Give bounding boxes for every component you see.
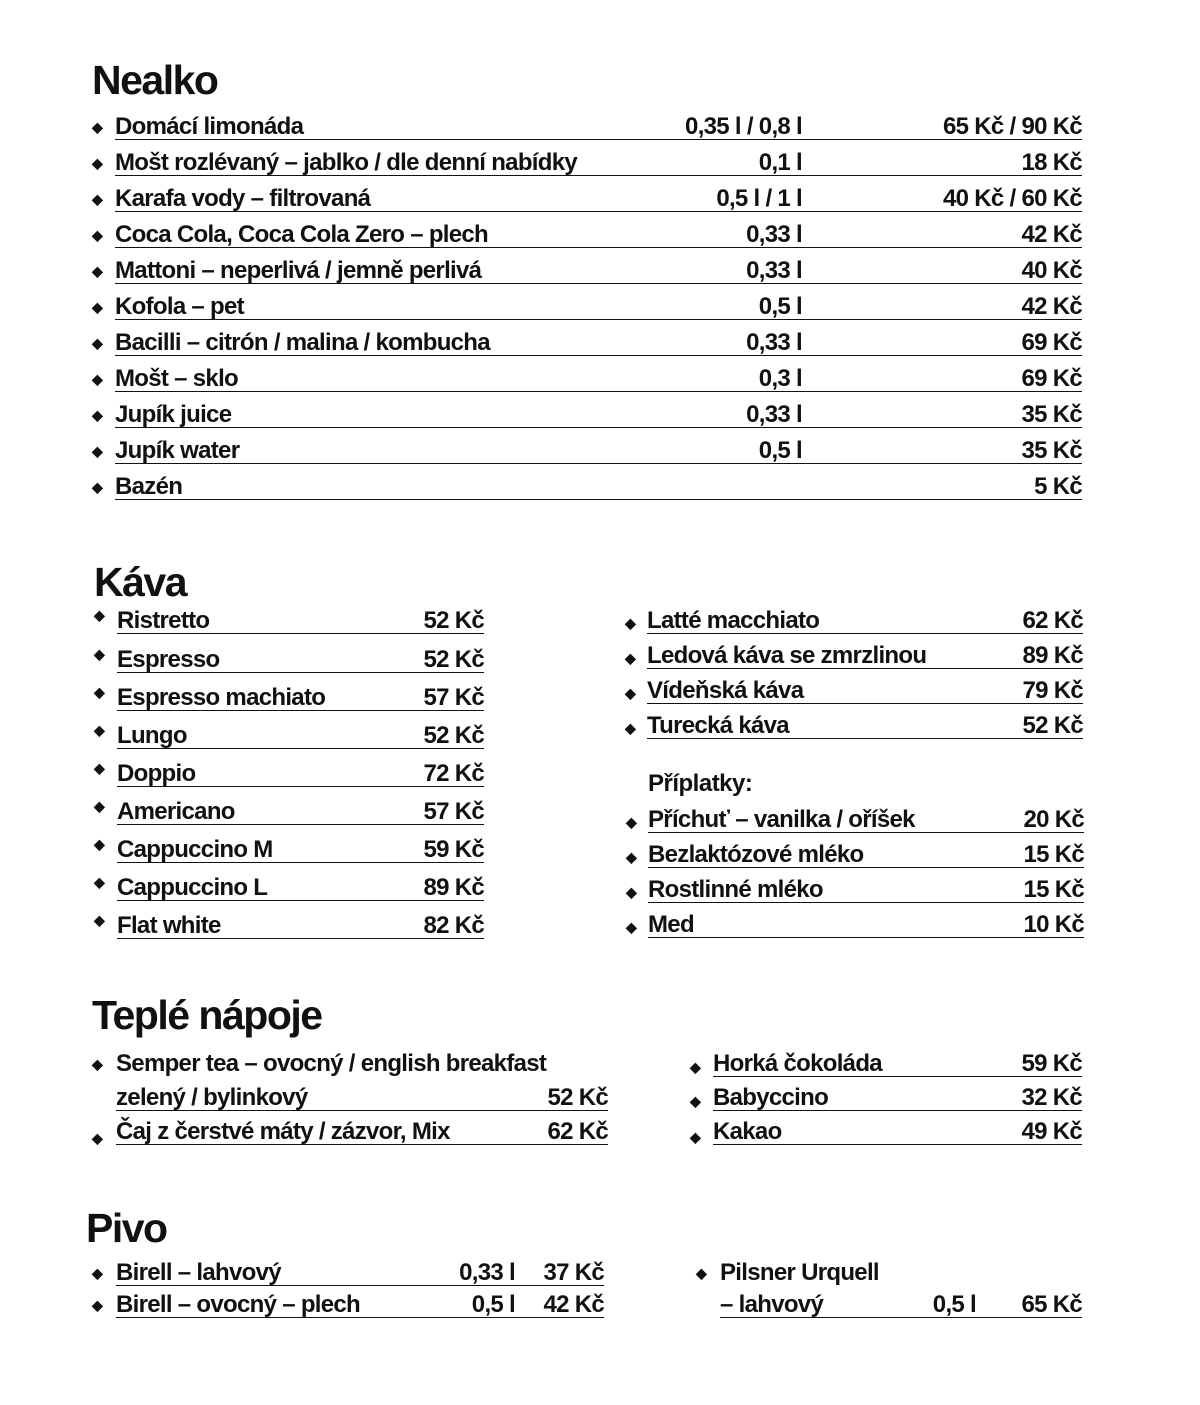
menu-item [625, 641, 1083, 671]
diamond-bullet-icon: ◆ [94, 607, 105, 623]
item-volume: 0,3 l [758, 365, 802, 392]
diamond-bullet-icon: ◆ [92, 1056, 103, 1072]
menu-item-line1 [92, 1049, 612, 1079]
menu-item [92, 1083, 608, 1113]
item-price: 52 Kč [423, 646, 484, 673]
item-volume: 0,33 l [746, 329, 802, 356]
diamond-bullet-icon: ◆ [696, 1265, 707, 1281]
menu-item [94, 835, 484, 865]
item-price: 42 Kč [1021, 221, 1082, 248]
menu-item [690, 1049, 1082, 1079]
item-name: Jupík water [115, 437, 240, 464]
menu-item [626, 805, 1084, 835]
item-name: Bacilli – citrón / malina / kombucha [115, 329, 490, 356]
diamond-bullet-icon: ◆ [94, 722, 105, 738]
item-price: 79 Kč [1022, 677, 1083, 704]
diamond-bullet-icon: ◆ [92, 443, 103, 459]
diamond-bullet-icon: ◆ [92, 1297, 103, 1313]
item-price: 72 Kč [423, 760, 484, 787]
dotted-leader [115, 472, 1082, 500]
item-volume: 0,33 l [459, 1259, 515, 1286]
diamond-bullet-icon: ◆ [94, 646, 105, 662]
menu-item [92, 184, 1082, 214]
diamond-bullet-icon: ◆ [94, 798, 105, 814]
item-price: 42 Kč [1021, 293, 1082, 320]
item-price: 59 Kč [1021, 1050, 1082, 1077]
item-volume: 0,33 l [746, 257, 802, 284]
item-name: Vídeňská káva [647, 677, 804, 704]
item-name: Mošt rozlévaný – jablko / dle denní nabídky [115, 149, 578, 176]
item-price: 65 Kč / 90 Kč [943, 113, 1082, 140]
menu-item [92, 112, 1082, 142]
item-price: 42 Kč [543, 1291, 604, 1318]
menu-item-line1 [696, 1258, 1082, 1288]
menu-item [92, 220, 1082, 250]
item-name: Mošt – sklo [115, 365, 238, 392]
item-price: 49 Kč [1021, 1118, 1082, 1145]
menu-item [92, 328, 1082, 358]
item-price: 10 Kč [1023, 911, 1084, 938]
item-name: Bezlaktózové mléko [648, 841, 864, 868]
item-name: Příchuť – vanilka / oříšek [648, 806, 915, 833]
item-name: Latté macchiato [647, 607, 820, 634]
item-name: Espresso machiato [117, 684, 326, 711]
item-volume: 0,5 l [758, 437, 802, 464]
item-price: 65 Kč [1021, 1291, 1082, 1318]
menu-item [626, 910, 1084, 940]
menu-item [92, 400, 1082, 430]
item-name: Semper tea – ovocný / english breakfast [116, 1050, 547, 1077]
section-title-pivo: Pivo [86, 1205, 167, 1251]
diamond-bullet-icon: ◆ [94, 836, 105, 852]
item-name: Kakao [713, 1118, 782, 1145]
item-price: 62 Kč [547, 1118, 608, 1145]
menu-item [625, 606, 1083, 636]
menu-item [92, 148, 1082, 178]
item-name: Lungo [117, 722, 187, 749]
dotted-leader [115, 292, 1082, 320]
item-price: 82 Kč [423, 912, 484, 939]
section-title-nealko: Nealko [92, 57, 218, 103]
item-name: Rostlinné mléko [648, 876, 823, 903]
item-name: Ledová káva se zmrzlinou [647, 642, 927, 669]
item-name: Cappuccino M [117, 836, 273, 863]
item-volume: 0,35 l / 0,8 l [685, 113, 802, 140]
item-price: 35 Kč [1021, 437, 1082, 464]
item-price: 35 Kč [1021, 401, 1082, 428]
item-price: 62 Kč [1022, 607, 1083, 634]
diamond-bullet-icon: ◆ [92, 371, 103, 387]
item-price: 89 Kč [1022, 642, 1083, 669]
item-name: Jupík juice [115, 401, 232, 428]
item-name: Karafa vody – filtrovaná [115, 185, 371, 212]
item-volume: 0,5 l / 1 l [716, 185, 802, 212]
diamond-bullet-icon: ◆ [92, 191, 103, 207]
dotted-leader [115, 436, 1082, 464]
diamond-bullet-icon: ◆ [92, 407, 103, 423]
diamond-bullet-icon: ◆ [626, 884, 637, 900]
menu-item [94, 797, 484, 827]
menu-item [94, 873, 484, 903]
menu-item [92, 256, 1082, 286]
item-name: Kofola – pet [115, 293, 244, 320]
item-price: 37 Kč [543, 1259, 604, 1286]
section-title-teple: Teplé nápoje [92, 992, 322, 1038]
menu-item [94, 645, 484, 675]
item-volume: 0,1 l [758, 149, 802, 176]
diamond-bullet-icon: ◆ [626, 919, 637, 935]
menu-item [690, 1117, 1082, 1147]
item-price: 32 Kč [1021, 1084, 1082, 1111]
diamond-bullet-icon: ◆ [92, 1130, 103, 1146]
menu-item [94, 721, 484, 751]
diamond-bullet-icon: ◆ [92, 227, 103, 243]
item-name: Pilsner Urquell [720, 1259, 879, 1286]
item-name: Babyccino [713, 1084, 829, 1111]
item-name: Cappuccino L [117, 874, 268, 901]
menu-item [696, 1290, 1082, 1320]
diamond-bullet-icon: ◆ [92, 299, 103, 315]
menu-item [690, 1083, 1082, 1113]
menu-item [94, 759, 484, 789]
dotted-leader [648, 910, 1084, 938]
menu-item [92, 364, 1082, 394]
diamond-bullet-icon: ◆ [625, 720, 636, 736]
diamond-bullet-icon: ◆ [625, 685, 636, 701]
diamond-bullet-icon: ◆ [94, 684, 105, 700]
item-name: Flat white [117, 912, 221, 939]
diamond-bullet-icon: ◆ [625, 650, 636, 666]
diamond-bullet-icon: ◆ [92, 1265, 103, 1281]
menu-item [92, 1117, 608, 1147]
menu-item [92, 292, 1082, 322]
item-volume: 0,5 l [758, 293, 802, 320]
dotted-leader [115, 364, 1082, 392]
item-name: Espresso [117, 646, 220, 673]
menu-item [94, 606, 484, 636]
item-name: Horká čokoláda [713, 1050, 882, 1077]
item-price: 52 Kč [1022, 712, 1083, 739]
diamond-bullet-icon: ◆ [690, 1059, 701, 1075]
item-price: 40 Kč [1021, 257, 1082, 284]
item-name: Domácí limonáda [115, 113, 304, 140]
item-name: Čaj z čerstvé máty / zázvor, Mix [116, 1118, 450, 1145]
item-name: Birell – ovocný – plech [116, 1291, 360, 1318]
item-price: 69 Kč [1021, 329, 1082, 356]
diamond-bullet-icon: ◆ [626, 849, 637, 865]
item-price: 69 Kč [1021, 365, 1082, 392]
item-price: 52 Kč [423, 607, 484, 634]
item-price: 57 Kč [423, 798, 484, 825]
item-price: 5 Kč [1034, 473, 1082, 500]
diamond-bullet-icon: ◆ [92, 119, 103, 135]
diamond-bullet-icon: ◆ [92, 155, 103, 171]
item-volume: 0,33 l [746, 221, 802, 248]
item-name: Birell – lahvový [116, 1259, 281, 1286]
item-price: 52 Kč [423, 722, 484, 749]
item-price: 15 Kč [1023, 876, 1084, 903]
menu-item [92, 1290, 604, 1320]
diamond-bullet-icon: ◆ [92, 335, 103, 351]
menu-item [92, 1258, 604, 1288]
diamond-bullet-icon: ◆ [94, 912, 105, 928]
extras-title: Příplatky: [648, 770, 753, 797]
item-price: 89 Kč [423, 874, 484, 901]
diamond-bullet-icon: ◆ [690, 1093, 701, 1109]
diamond-bullet-icon: ◆ [94, 760, 105, 776]
dotted-leader [115, 400, 1082, 428]
menu-item [92, 472, 1082, 502]
menu-item [94, 683, 484, 713]
diamond-bullet-icon: ◆ [626, 814, 637, 830]
item-name: Med [648, 911, 694, 938]
item-name: Doppio [117, 760, 196, 787]
item-price: 40 Kč / 60 Kč [943, 185, 1082, 212]
item-price: 59 Kč [423, 836, 484, 863]
item-name: – lahvový [720, 1291, 824, 1318]
item-name: Ristretto [117, 607, 210, 634]
item-price: 20 Kč [1023, 806, 1084, 833]
section-title-kava: Káva [94, 559, 187, 605]
item-name: zelený / bylinkový [116, 1084, 308, 1111]
item-volume: 0,33 l [746, 401, 802, 428]
diamond-bullet-icon: ◆ [94, 874, 105, 890]
item-price: 15 Kč [1023, 841, 1084, 868]
item-price: 57 Kč [423, 684, 484, 711]
menu-item [625, 711, 1083, 741]
item-name: Americano [117, 798, 235, 825]
menu-item [94, 911, 484, 941]
item-price: 18 Kč [1021, 149, 1082, 176]
item-volume: 0,5 l [471, 1291, 515, 1318]
menu-item [626, 840, 1084, 870]
diamond-bullet-icon: ◆ [625, 615, 636, 631]
item-volume: 0,5 l [932, 1291, 976, 1318]
item-name: Bazén [115, 473, 183, 500]
diamond-bullet-icon: ◆ [92, 479, 103, 495]
menu-item [92, 436, 1082, 466]
item-price: 52 Kč [547, 1084, 608, 1111]
item-name: Coca Cola, Coca Cola Zero – plech [115, 221, 489, 248]
menu-item [626, 875, 1084, 905]
diamond-bullet-icon: ◆ [92, 263, 103, 279]
diamond-bullet-icon: ◆ [690, 1129, 701, 1145]
item-name: Turecká káva [647, 712, 789, 739]
item-name: Mattoni – neperlivá / jemně perlivá [115, 257, 482, 284]
menu-item [625, 676, 1083, 706]
